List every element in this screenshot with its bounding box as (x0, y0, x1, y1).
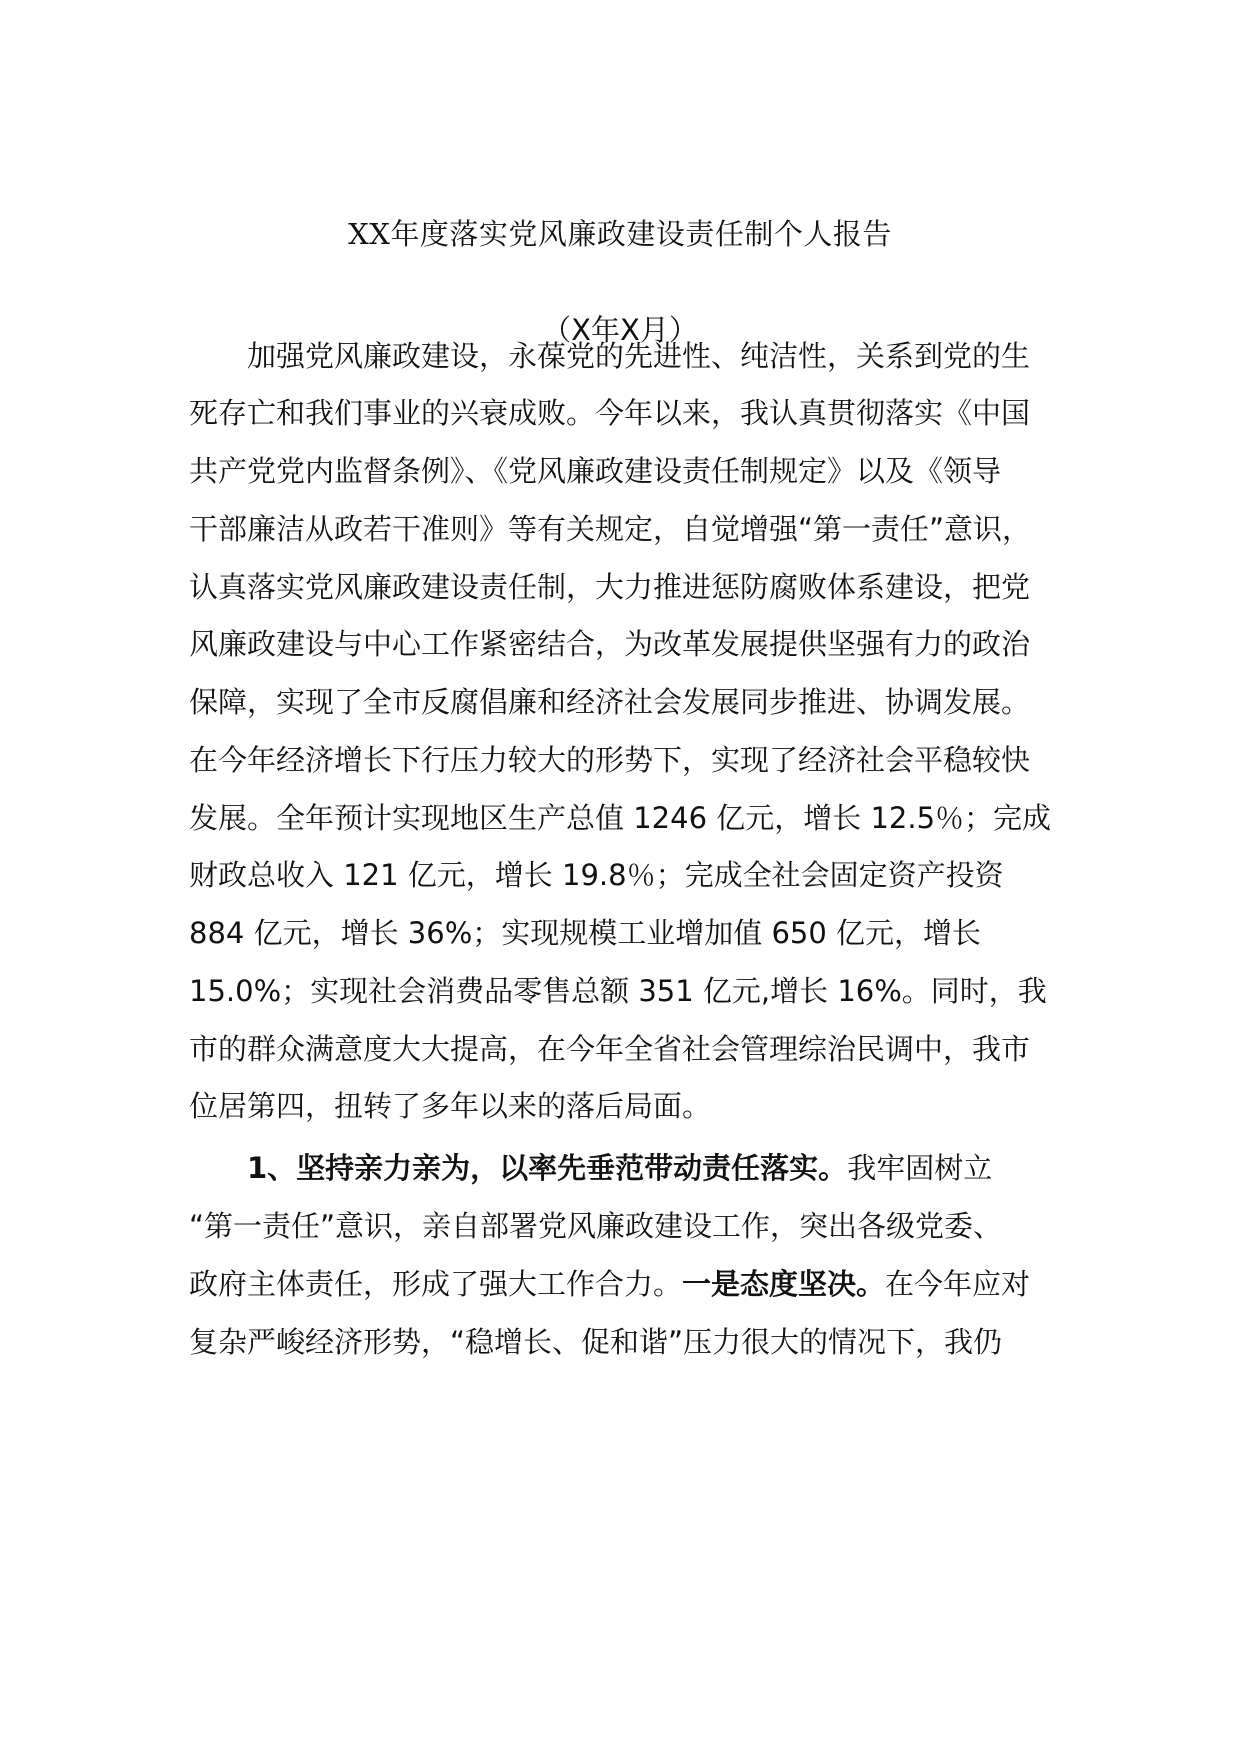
section-1-text: 在今年应对 (885, 1267, 1031, 1301)
paragraph-line: 风廉政建设与中心工作紧密结合，为改革发展提供坚强有力的政治 (189, 627, 1031, 661)
paragraph-line: 884 亿元，增长 36%；实现规模工业增加值 650 亿元，增长 (189, 916, 982, 950)
section-1-line: 复杂严峻经济形势，“稳增长、促和谐”压力很大的情况下，我仍 (189, 1325, 1003, 1359)
section-1-text: 政府主体责任，形成了强大工作合力。 (189, 1267, 683, 1301)
paragraph-line: 位居第四，扭转了多年以来的落后局面。 (189, 1089, 712, 1123)
document-title: XX年度落实党风廉政建设责任制个人报告 (348, 217, 892, 251)
paragraph-line: 发展。全年预计实现地区生产总值 1246 亿元，增长 12.5％；完成 (189, 801, 1052, 835)
paragraph-line: 保障，实现了全市反腐倡廉和经济社会发展同步推进、协调发展。 (189, 685, 1031, 719)
section-1-line (247, 1148, 992, 1188)
paragraph-line: 死存亡和我们事业的兴衰成败。今年以来，我认真贯彻落实《中国 (189, 396, 1031, 430)
paragraph-line: 市的群众满意度大大提高，在今年全省社会管理综治民调中，我市 (189, 1032, 1031, 1066)
document-date: （X年X月） (542, 313, 698, 347)
paragraph-line: 15.0%；实现社会消费品零售总额 351 亿元,增长 16%。同时，我 (189, 974, 1047, 1008)
section-1-text: 我牢固树立 (847, 1151, 993, 1185)
subpoint-heading: 一是态度坚决。 (682, 1267, 886, 1301)
paragraph-line: 干部廉洁从政若干准则》等有关规定，自觉增强“第一责任”意识， (189, 512, 1032, 546)
section-1-line (189, 1264, 1030, 1304)
paragraph-line: 财政总收入 121 亿元，增长 19.8％；完成全社会固定资产投资 (189, 858, 1004, 892)
paragraph-line: 共产党党内监督条例》、《党风廉政建设责任制规定》以及《领导 (189, 454, 1002, 488)
paragraph-line: 加强党风廉政建设，永葆党的先进性、纯洁性，关系到党的生 (247, 339, 1031, 373)
paragraph-line: 认真落实党风廉政建设责任制，大力推进惩防腐败体系建设，把党 (189, 570, 1031, 604)
section-1-heading: 1、坚持亲力亲为，以率先垂范带动责任落实。 (247, 1151, 848, 1185)
paragraph-line: 在今年经济增长下行压力较大的形势下，实现了经济社会平稳较快 (189, 743, 1031, 777)
section-1-line: “第一责任”意识，亲自部署党风廉政建设工作，突出各级党委、 (189, 1209, 1003, 1243)
